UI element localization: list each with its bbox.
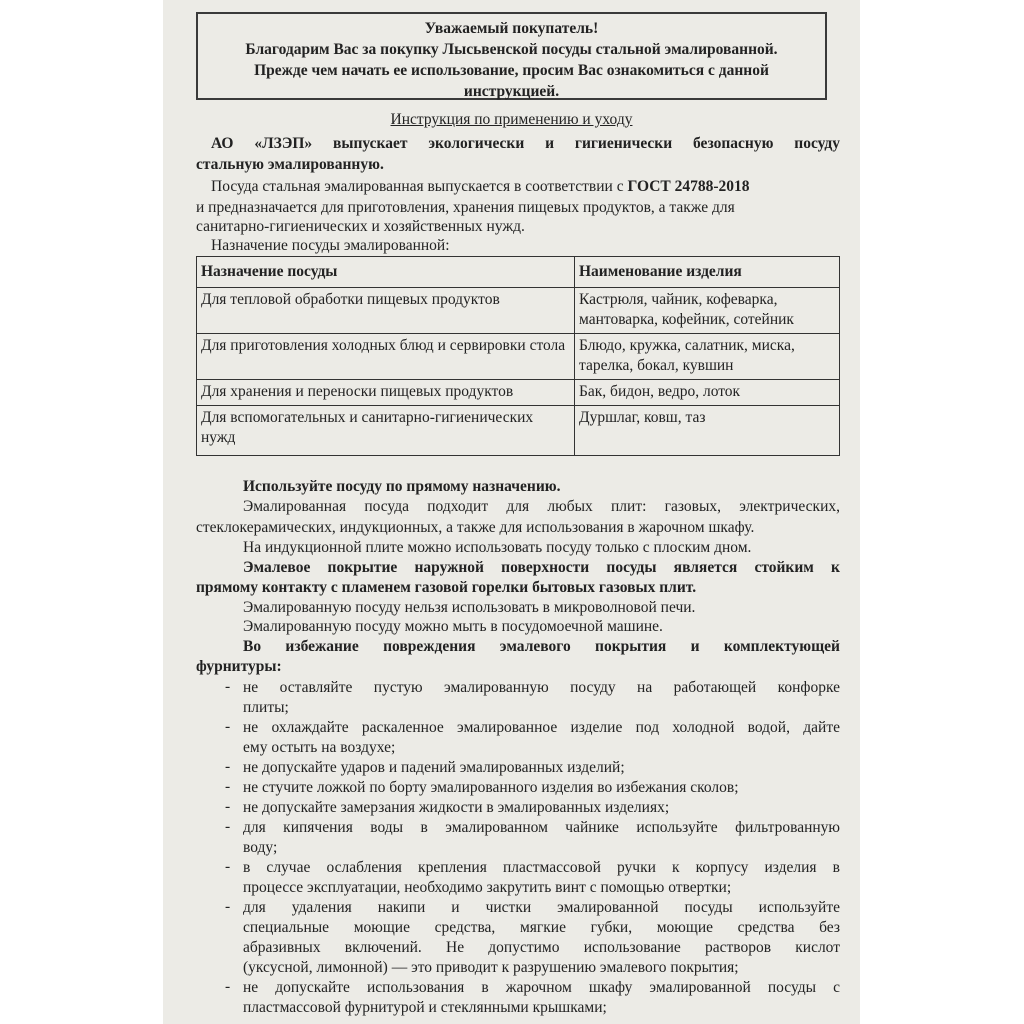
body-paragraph-line: Эмалированная посуда подходит для любых плит: газовых, электрических, [243,498,840,515]
bullet-marker: - [225,858,231,875]
bullet-marker: - [225,758,231,775]
precaution-item-line: для кипячения воды в эмалированном чайнике используйте фильтрованную [243,819,840,836]
precaution-item-line: не стучите ложкой по борту эмалированного изделия во избежания сколов; [243,779,739,796]
precaution-item-line: не оставляйте пустую эмалированную посуду на работающей конфорке [243,679,840,696]
intro-paragraph-2-line: и предназначается для приготовления, хранения пищевых продуктов, а также для [196,199,735,216]
usage-table [196,256,840,456]
body-paragraph-line: Эмалевое покрытие наружной поверхности посуды является стойким к [243,559,840,576]
precaution-item-line: в случае ослабления крепления пластмассовой ручки к корпусу изделия в [243,859,840,876]
precaution-item-line: для удаления накипи и чистки эмалированной посуды используйте [243,899,840,916]
table-cell: Кастрюля, чайник, кофеварка, мантоварка, кофейник, сотейник [575,288,840,334]
bullet-marker: - [225,718,231,735]
precaution-item-line: воду; [243,839,278,856]
precaution-item-line: процессе эксплуатации, необходимо закрутить винт с помощью отвертки; [243,879,732,896]
table-header-row [197,257,840,288]
precaution-item-line: плиты; [243,699,289,716]
table-row [197,334,840,380]
precaution-item-line: не допускайте использования в жарочном шкафу эмалированной посуды с [243,979,840,996]
precaution-item-line: не допускайте замерзания жидкости в эмалированных изделиях; [243,799,670,816]
precaution-item-line: не допускайте ударов и падений эмалированных изделий; [243,759,625,776]
table-row [197,288,840,334]
section-heading-line: Во избежание повреждения эмалевого покрытия и комплектующей [243,638,840,655]
bullet-marker: - [225,678,231,695]
table-cell: Бак, бидон, ведро, лоток [575,380,840,406]
bullet-marker: - [225,898,231,915]
precaution-item-line: специальные моющие средства, мягкие губки, моющие средства без [243,919,840,936]
instruction-title: Инструкция по применению и уходу [390,111,633,128]
precaution-item-line: пластмассовой фурнитурой и стеклянными крышками; [243,999,607,1016]
bullet-marker: - [225,778,231,795]
customer-notice-box [196,12,827,100]
table-cell: Для приготовления холодных блюд и сервировки стола [197,334,575,380]
table-cell: Для хранения и переноски пищевых продуктов [197,380,575,406]
body-paragraph: Эмалированную посуду нельзя использовать в микроволновой печи. [243,599,696,616]
notice-line: Благодарим Вас за покупку Лысьвенской посуды стальной эмалированной. [245,41,778,58]
table-caption: Назначение посуды эмалированной: [211,237,450,254]
intro-paragraph-1-line: АО «ЛЗЭП» выпускает экологически и гигиенически безопасную посуду [211,135,840,152]
bullet-marker: - [225,978,231,995]
body-paragraph: На индукционной плите можно использовать посуду только с плоским дном. [243,539,752,556]
section-heading: Используйте посуду по прямому назначению. [243,478,561,495]
table-cell: Дуршлаг, ковш, таз [575,406,840,456]
precaution-item-line: (уксусной, лимонной) — это приводит к разрушению эмалевого покрытия; [243,959,739,976]
intro-paragraph-2-start: Посуда стальная эмалированная выпускается в соответствии с [211,178,624,195]
table-cell: Для вспомогательных и санитарно-гигиенических нужд [197,406,575,456]
body-paragraph: Эмалированную посуду можно мыть в посудомоечной машине. [243,618,663,635]
table-cell: Для тепловой обработки пищевых продуктов [197,288,575,334]
intro-paragraph-2-line [211,177,750,197]
notice-line: Уважаемый покупатель! [424,20,599,37]
table-cell: Блюдо, кружка, салатник, миска, тарелка, бокал, кувшин [575,334,840,380]
body-paragraph-line: стеклокерамических, индукционных, а также для использования в жарочном шкафу. [196,519,755,536]
body-paragraph-line: прямому контакту с пламенем газовой горелки бытовых газовых плит. [196,579,697,596]
bullet-marker: - [225,818,231,835]
instruction-leaflet [163,0,860,1024]
table-header: Назначение посуды [197,257,575,288]
table-header: Наименование изделия [575,257,840,288]
table-row [197,406,840,456]
notice-line: инструкцией. [463,83,560,100]
table-row [197,380,840,406]
intro-paragraph-1-line: стальную эмалированную. [196,156,384,173]
gost-reference: ГОСТ 24788-2018 [627,178,750,195]
section-heading-line: фурнитуры: [196,658,282,675]
precaution-item-line: не охлаждайте раскаленное эмалированное изделие под холодной водой, дайте [243,719,840,736]
bullet-marker: - [225,798,231,815]
precaution-item-line: ему остыть на воздухе; [243,739,396,756]
precaution-item-line: абразивных включений. Не допустимо использование растворов кислот [243,939,840,956]
notice-line: Прежде чем начать ее использование, просим Вас ознакомиться с данной [254,62,769,79]
intro-paragraph-2-line: санитарно-гигиенических и хозяйственных нужд. [196,218,525,235]
